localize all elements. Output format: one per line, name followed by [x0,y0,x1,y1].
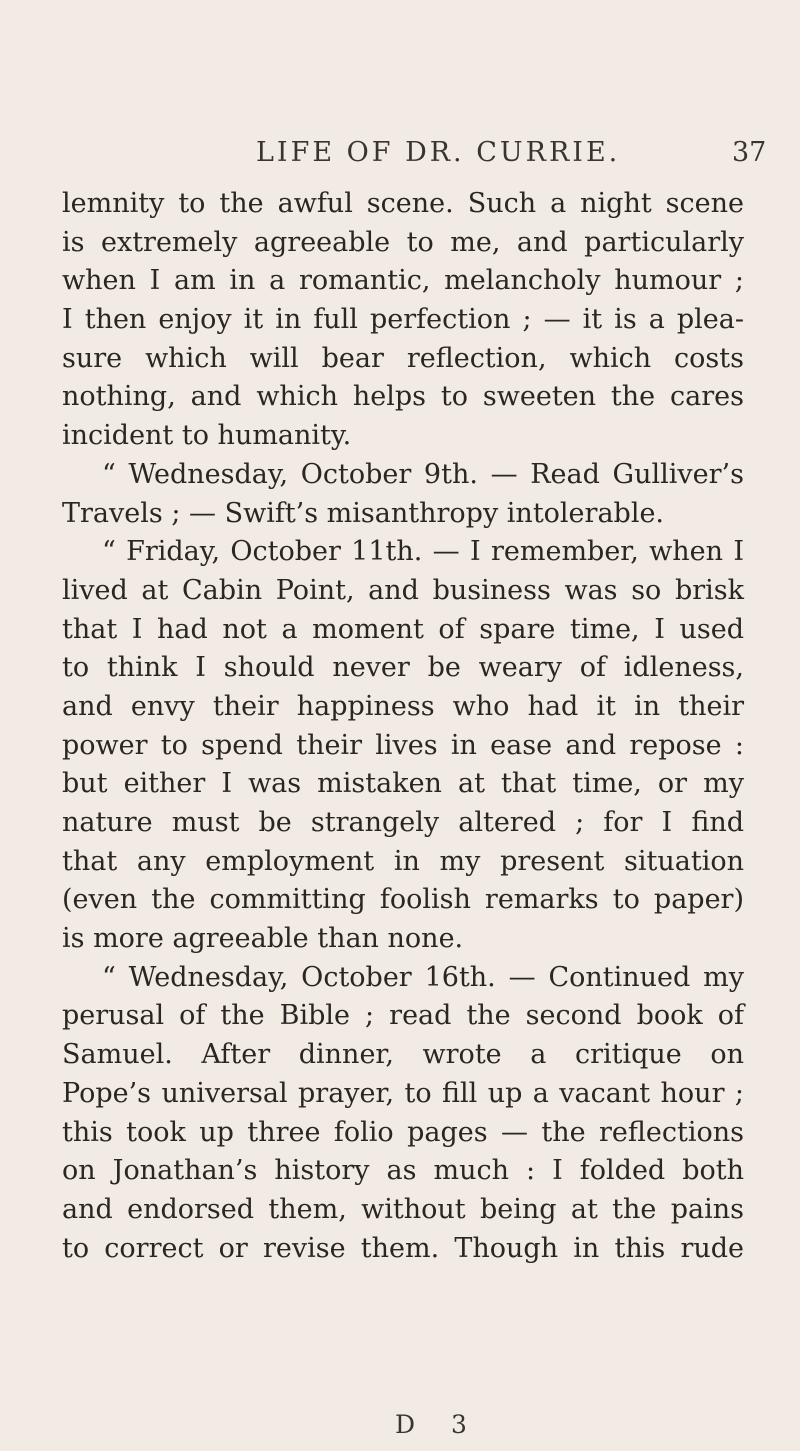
text-line: that I had not a moment of spare time, I used [62,613,744,645]
page-number: 37 [732,137,767,168]
text-line: nothing, and which helps to sweeten the cares [62,381,744,413]
text-line: (even the committing foolish remarks to paper) [62,884,744,916]
text-line: lemnity to the awful scene. Such a night scene [62,188,744,219]
signature-mark: D 3 [395,1410,481,1439]
text-line: is more agreeable than none. [62,923,464,955]
text-line: when I am in a romantic, melancholy humour ; [62,265,744,297]
text-line: on Jonathan’s history as much : I folded both [62,1155,744,1187]
text-line: to think I should never be weary of idleness, [62,652,744,684]
running-title: LIFE OF DR. CURRIE. [256,137,621,168]
text-line: “ Friday, October 11th. — I remember, when I [102,536,744,568]
text-line: and envy their happiness who had it in their [62,690,744,722]
text-line: but either I was mistaken at that time, or my [62,768,744,800]
text-line: Samuel. After dinner, wrote a critique on [62,1039,744,1071]
text-line: nature must be strangely altered ; for I find [62,807,744,838]
text-line: incident to humanity. [62,420,352,452]
text-line: is extremely agreeable to me, and particularly [62,226,744,258]
text-line: this took up three folio pages — the reflections [62,1116,744,1148]
text-line: and endorsed them, without being at the pains [62,1193,744,1225]
running-head [0,137,800,177]
text-line: Pope’s universal prayer, to fill up a vacant hour ; [62,1077,744,1109]
text-line: sure which will bear reflection, which costs [62,342,744,374]
text-line: that any employment in my present situation [62,845,744,877]
text-line: to correct or revise them. Though in this rude [62,1232,744,1264]
text-line: perusal of the Bible ; read the second book of [62,1000,744,1032]
text-line: lived at Cabin Point, and business was so brisk [62,574,744,606]
text-line: power to spend their lives in ease and repose : [62,729,744,761]
text-line: I then enjoy it in full perfection ; — it is a plea- [62,304,744,336]
text-line: “ Wednesday, October 9th. — Read Gulliver’s [102,458,744,490]
text-line: Travels ; — Swift’s misanthropy intolerable. [62,497,665,529]
body-text [62,185,744,1268]
text-line: “ Wednesday, October 16th. — Continued my [102,961,744,993]
